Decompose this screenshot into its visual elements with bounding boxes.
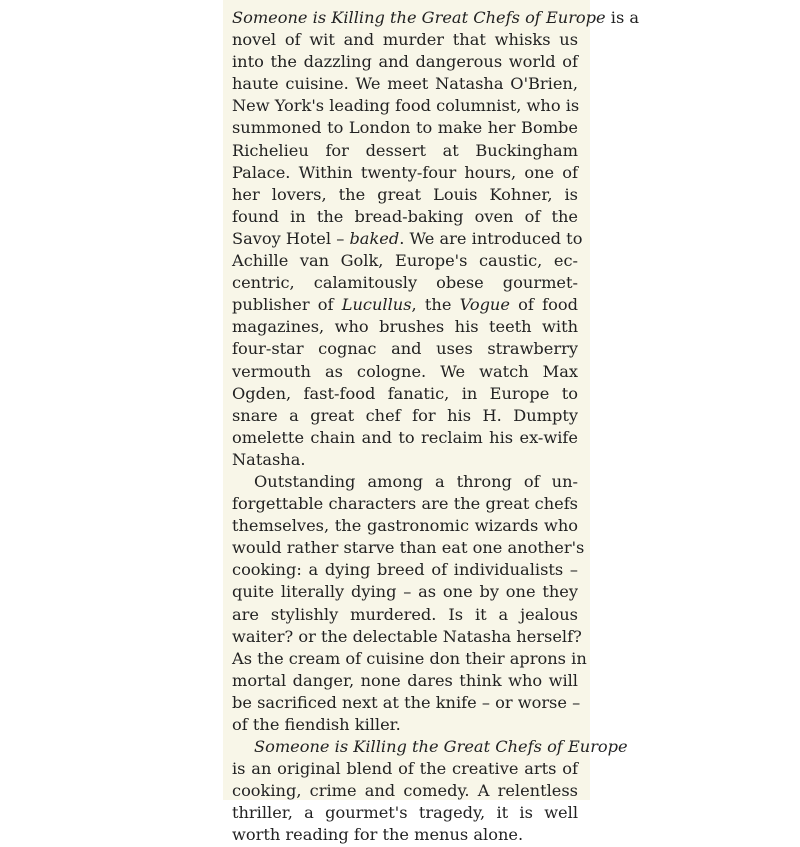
text-line — [232, 228, 583, 250]
italic-text: Vogue — [459, 295, 510, 315]
text-run: forgettable characters are the great chefs — [232, 494, 578, 514]
text-run: centric, calamitously obese gourmet- — [232, 273, 578, 293]
text-line — [232, 162, 578, 184]
text-line — [232, 515, 578, 537]
text-line — [232, 73, 578, 95]
text-run: found in the bread-baking oven of the — [232, 206, 578, 226]
text-run: waiter? or the delectable Natasha herself? — [232, 626, 582, 646]
text-line — [232, 758, 578, 780]
text-run: worth reading for the menus alone. — [232, 825, 524, 845]
text-line — [232, 449, 578, 471]
text-run: cooking: a dying breed of individualists – — [232, 560, 578, 580]
text-line — [232, 493, 578, 515]
text-run: Natasha. — [232, 449, 306, 469]
text-line — [232, 581, 578, 603]
text-run: magazines, who brushes his teeth with — [232, 317, 578, 337]
text-line — [232, 361, 578, 383]
text-run: publisher of — [232, 295, 342, 315]
italic-text: Someone is Killing the Great Chefs of Europe — [254, 737, 628, 757]
text-line — [232, 626, 582, 648]
text-run: of the fiendish killer. — [232, 715, 401, 734]
text-run: be sacrificed next at the knife – or worse – — [232, 692, 581, 712]
text-line — [232, 405, 578, 427]
text-run: Richelieu for dessert at Buckingham — [232, 140, 578, 160]
paragraph — [232, 736, 628, 846]
text-run: haute cuisine. We meet Natasha O'Brien, — [232, 74, 578, 94]
text-line — [232, 471, 578, 493]
text-run: is an original blend of the creative arts of — [232, 759, 578, 779]
paragraph — [232, 471, 587, 736]
text-run: Outstanding among a throng of un- — [254, 471, 578, 491]
text-line — [232, 824, 578, 846]
text-run: Achille van Golk, Europe's caustic, ec- — [232, 251, 578, 271]
text-line — [232, 714, 578, 736]
text-run: As the cream of cuisine don their aprons in — [232, 648, 587, 668]
blurb-text — [232, 7, 640, 847]
text-line — [232, 736, 628, 758]
text-run: is a — [605, 8, 640, 27]
text-line — [232, 51, 578, 73]
text-run: into the dazzling and dangerous world of — [232, 52, 578, 72]
italic-text: Lucullus — [341, 295, 412, 315]
text-line — [232, 184, 578, 206]
text-line — [232, 670, 578, 692]
text-line — [232, 206, 578, 228]
italic-text: baked — [349, 228, 400, 248]
text-run: thriller, a gourmet's tragedy, it is well — [232, 803, 578, 823]
text-run: omelette chain and to reclaim his ex-wife — [232, 427, 578, 447]
text-run: cooking, crime and comedy. A relentless — [232, 781, 578, 801]
text-run: would rather starve than eat one another's — [232, 538, 585, 558]
text-run: Savoy Hotel – — [232, 228, 350, 248]
text-run: Palace. Within twenty-four hours, one of — [232, 162, 578, 182]
text-run: vermouth as cologne. We watch Max — [232, 361, 578, 381]
text-line — [232, 559, 578, 581]
text-line — [232, 294, 578, 316]
text-run: of food — [509, 295, 578, 315]
text-run: four-star cognac and uses strawberry — [232, 339, 578, 359]
text-line — [232, 7, 640, 29]
text-run: summoned to London to make her Bombe — [232, 118, 578, 138]
text-line — [232, 383, 578, 405]
text-line — [232, 338, 578, 360]
text-line — [232, 802, 578, 824]
text-run: themselves, the gastronomic wizards who — [232, 516, 578, 536]
text-run: , the — [411, 295, 460, 315]
text-run: snare a great chef for his H. Dumpty — [232, 405, 578, 425]
text-run: novel of wit and murder that whisks us — [232, 30, 578, 50]
text-run: quite literally dying – as one by one they — [232, 582, 578, 602]
text-line — [232, 316, 578, 338]
text-line — [232, 95, 578, 117]
paragraph — [232, 7, 640, 471]
text-line — [232, 140, 578, 162]
text-run: mortal danger, none dares think who will — [232, 670, 578, 690]
text-line — [232, 427, 578, 449]
text-run: are stylishly murdered. Is it a jealous — [232, 604, 578, 624]
text-line — [232, 29, 578, 51]
text-run: New York's leading food columnist, who is — [232, 96, 580, 116]
text-line — [232, 604, 578, 626]
text-line — [232, 272, 578, 294]
text-line — [232, 692, 581, 714]
text-run: Ogden, fast-food fanatic, in Europe to — [232, 383, 578, 403]
text-line — [232, 648, 587, 670]
italic-text: Someone is Killing the Great Chefs of Europe — [232, 8, 606, 27]
text-run: her lovers, the great Louis Kohner, is — [232, 184, 578, 204]
text-run: . We are introduced to — [399, 228, 583, 248]
text-line — [232, 117, 578, 139]
text-line — [232, 250, 578, 272]
text-line — [232, 780, 578, 802]
text-line — [232, 537, 585, 559]
